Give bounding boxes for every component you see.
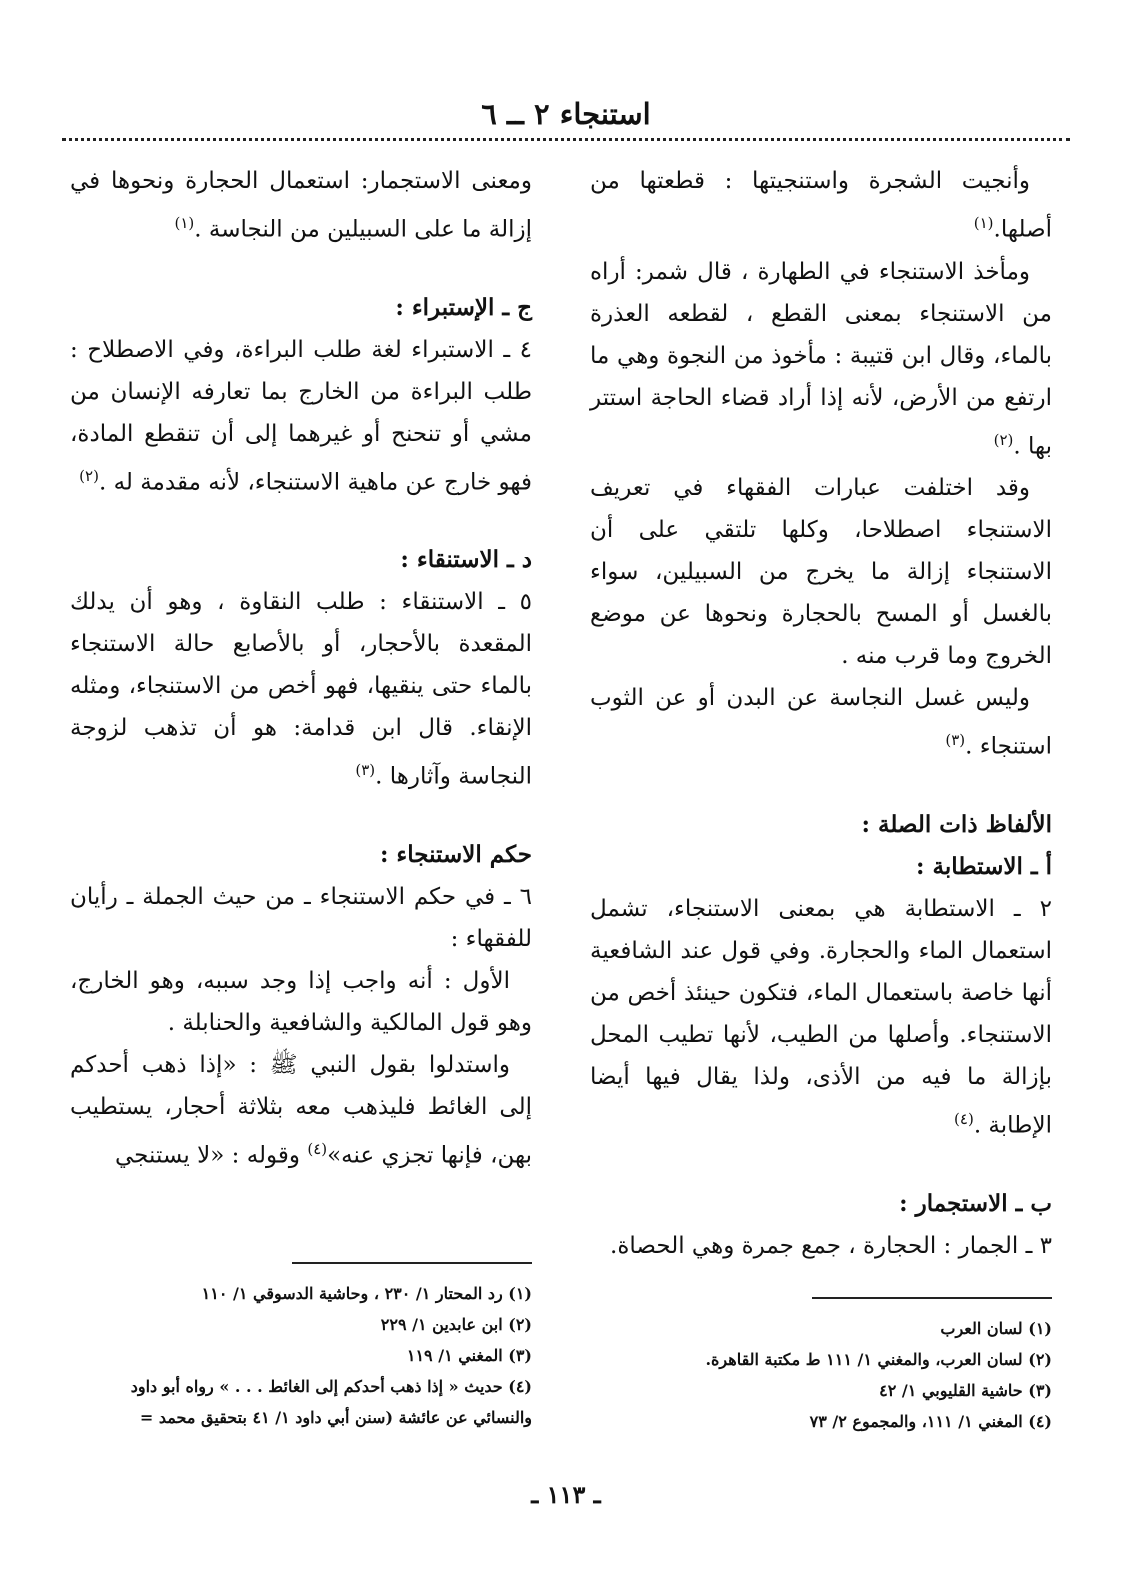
footnotes-right — [590, 1297, 1052, 1437]
right-column — [590, 160, 1052, 1267]
page-number: ـ ١١٣ ـ — [531, 1480, 601, 1509]
footnote: (٤) حديث « إذا ذهب أحدكم إلى الغائط . . . » رواه أبو داود — [130, 1377, 532, 1396]
paragraph: ٤ ـ الاستبراء لغة طلب البراءة، وفي الاصطلاح : طلب البراءة من الخارج بما تعارفه الإنسان من مشي أو تنحنح أو غيرهما إلى أن تنقطع المادة، فهو خارج عن ماهية الاستنجاء، لأنه مقدمة له .$^{(٢)}$ — [70, 336, 532, 496]
footnote: (٣) المغني ١/ ١١٩ — [406, 1346, 532, 1365]
footnote: والنسائي عن عائشة (سنن أبي داود ١/ ٤١ بتحقيق محمد = — [139, 1408, 532, 1427]
footnote-ref: (١) — [973, 214, 994, 232]
paragraph: وأنجيت الشجرة واستنجيتها : قطعتها من أصلها.$^{(١)}$ — [590, 168, 1052, 243]
footnote: (٢) لسان العرب، والمغني ١/ ١١١ ط مكتبة القاهرة. — [705, 1350, 1052, 1369]
paragraph: ومعنى الاستجمار: استعمال الحجارة ونحوها في إزالة ما على السبيلين من النجاسة .$^{(١)}$ — [70, 168, 532, 243]
footnote: (٣) حاشية القليوبي ١/ ٤٢ — [879, 1381, 1052, 1400]
footnote-ref: (٤) — [954, 1109, 974, 1128]
footnote-ref: (١) — [174, 214, 195, 232]
section-heading: الألفاظ ذات الصلة : — [861, 810, 1052, 838]
paragraph: واستدلوا بقول النبي ﷺ : «إذا ذهب أحدكم إلى الغائط فليذهب معه بثلاثة أحجار، يستطيب بهن، فإنها تجزي عنه»$^{(٤)}$ وقوله : «لا يستنجي — [70, 1051, 532, 1169]
footnote: (٤) المغني ١/ ١١١، والمجموع ٢/ ٧٣ — [809, 1412, 1052, 1431]
footnote-divider — [292, 1262, 532, 1264]
subsection-heading: ج ـ الإستبراء : — [395, 293, 532, 321]
subsection-heading: د ـ الاستنقاء : — [400, 546, 532, 574]
paragraph: وقد اختلفت عبارات الفقهاء في تعريف الاستنجاء اصطلاحا، وكلها تلتقي على أن الاستنجاء إزالة ما يخرج من السبيلين، سواء بالغسل أو المسح بالحجارة ونحوها عن موضع الخروج وما قرب منه . — [590, 475, 1052, 670]
footnote-ref: (٤) — [307, 1139, 328, 1158]
footnote-ref: (٢) — [993, 430, 1014, 449]
page-title: استنجاء ٢ ــ ٦ — [481, 97, 651, 131]
paragraph: ٣ ـ الجمار : الحجارة ، جمع جمرة وهي الحصاة. — [610, 1232, 1052, 1259]
header-divider — [62, 138, 1070, 141]
subsection-heading: أ ـ الاستطابة : — [916, 852, 1052, 880]
footnote: (١) رد المحتار ١/ ٢٣٠ ، وحاشية الدسوقي ١/ ١١٠ — [201, 1284, 532, 1303]
left-column — [70, 160, 532, 1177]
footnote: (١) لسان العرب — [940, 1319, 1052, 1338]
section-heading: حكم الاستنجاء : — [379, 840, 532, 868]
paragraph: ٢ ـ الاستطابة هي بمعنى الاستنجاء، تشمل استعمال الماء والحجارة. وفي قول عند الشافعية أنها خاصة باستعمال الماء، فتكون حينئذ أخص من الاستنجاء. وأصلها من الطيب، لأنها تطيب المحل بإزالة ما فيه من الأذى، ولذا يقال فيها أيضا الإطابة .$^{(٤)}$ — [590, 895, 1052, 1139]
footnote: (٢) ابن عابدين ١/ ٢٢٩ — [380, 1315, 532, 1334]
paragraph: ٦ ـ في حكم الاستنجاء ـ من حيث الجملة ـ رأيان للفقهاء : — [70, 883, 532, 952]
paragraph: ٥ ـ الاستنقاء : طلب النقاوة ، وهو أن يدلك المقعدة بالأحجار، أو بالأصابع حالة الاستنجاء بالماء حتى ينقيها، فهو أخص من الاستنجاء، ومثله الإنقاء. قال ابن قدامة: هو أن تذهب لزوجة النجاسة وآثارها .$^{(٣)}$ — [70, 589, 532, 790]
paragraph: ومأخذ الاستنجاء في الطهارة ، قال شمر: أراه من الاستنجاء بمعنى القطع ، لقطعه العذرة بالماء، وقال ابن قتيبة : مأخوذ من النجوة وهي ما ارتفع من الأرض، لأنه إذا أراد قضاء الحاجة استتر بها .$^{(٢)}$ — [590, 258, 1052, 460]
paragraph: وليس غسل النجاسة عن البدن أو عن الثوب استنجاء .$^{(٣)}$ — [590, 685, 1052, 760]
footnote-ref: (٢) — [79, 466, 99, 485]
footnote-ref: (٣) — [945, 731, 966, 750]
paragraph: الأول : أنه واجب إذا وجد سببه، وهو الخارج، وهو قول المالكية والشافعية والحنابلة . — [70, 967, 532, 1036]
subsection-heading: ب ـ الاستجمار : — [899, 1189, 1052, 1217]
footnote-divider — [812, 1297, 1052, 1299]
footnote-ref: (٣) — [355, 761, 376, 780]
footnotes-left — [70, 1262, 532, 1433]
